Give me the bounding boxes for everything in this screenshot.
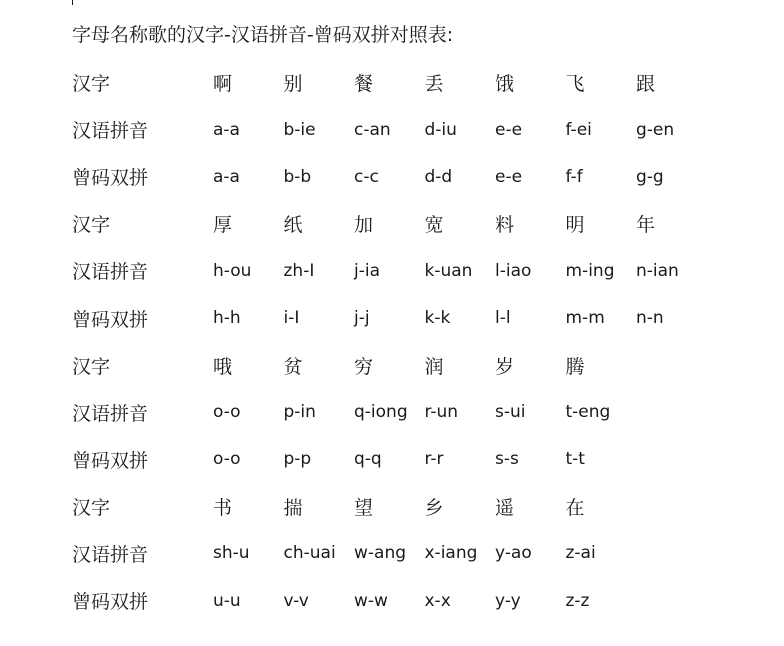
table-cell: z-z xyxy=(565,590,590,611)
table-row-hanzi xyxy=(72,483,707,530)
table-cell: k-k xyxy=(424,308,451,329)
table-cell: b-ie xyxy=(283,119,316,140)
table-cell: 润 xyxy=(424,355,444,378)
table-cell: r-un xyxy=(424,402,459,423)
table-row-shuangpin xyxy=(72,436,707,483)
row-label: 曾码双拼 xyxy=(72,449,149,472)
table-cell: j-j xyxy=(354,308,370,329)
table-cell: 跟 xyxy=(636,73,656,96)
table-cell: p-p xyxy=(283,449,312,470)
table-cell: 飞 xyxy=(565,73,585,96)
table-cell: 年 xyxy=(636,214,656,237)
table-cell: 明 xyxy=(565,214,585,237)
table-cell: g-en xyxy=(636,119,675,140)
table-cell: zh-I xyxy=(283,260,315,281)
table-cell: q-iong xyxy=(354,402,408,423)
table-cell: x-iang xyxy=(424,543,478,564)
table-cell: w-w xyxy=(354,590,388,611)
text-cursor xyxy=(72,0,73,5)
table-cell: 书 xyxy=(213,496,233,519)
table-cell: i-I xyxy=(283,308,300,329)
row-label: 汉语拼音 xyxy=(72,543,149,566)
table-cell: s-ui xyxy=(495,402,526,423)
table-cell: 厚 xyxy=(213,214,233,237)
table-cell: 望 xyxy=(354,496,374,519)
table-cell: h-ou xyxy=(213,260,252,281)
table-cell: o-o xyxy=(213,449,241,470)
row-label: 汉语拼音 xyxy=(72,261,149,284)
table-row-shuangpin xyxy=(72,153,707,200)
pinyin-comparison-table xyxy=(72,59,707,624)
row-label: 曾码双拼 xyxy=(72,308,149,331)
table-cell: g-g xyxy=(636,166,664,187)
table-cell: z-ai xyxy=(565,543,596,564)
table-cell: 丢 xyxy=(424,73,444,96)
table-cell: 别 xyxy=(283,73,303,96)
table-row-pinyin xyxy=(72,389,707,436)
table-cell: b-b xyxy=(283,166,312,187)
row-label: 汉字 xyxy=(72,214,111,237)
table-cell: n-ian xyxy=(636,260,679,281)
table-cell xyxy=(636,436,707,483)
document-title: 字母名称歌的汉字-汉语拼音-曾码双拼对照表: xyxy=(72,24,454,46)
table-cell xyxy=(636,389,707,436)
row-label: 曾码双拼 xyxy=(72,167,149,190)
table-cell: n-n xyxy=(636,308,664,329)
table-cell: e-e xyxy=(495,166,523,187)
table-cell: k-uan xyxy=(424,260,473,281)
table-cell: 餐 xyxy=(354,73,374,96)
row-label: 汉字 xyxy=(72,496,111,519)
table-cell xyxy=(636,530,707,577)
table-cell: 贫 xyxy=(283,355,303,378)
table-cell: q-q xyxy=(354,449,382,470)
table-cell: y-ao xyxy=(495,543,532,564)
table-cell: 穷 xyxy=(354,355,374,378)
table-row-hanzi xyxy=(72,200,707,247)
table-cell: a-a xyxy=(213,166,240,187)
table-cell: l-iao xyxy=(495,260,532,281)
table-cell: c-c xyxy=(354,166,379,187)
table-cell: m-ing xyxy=(565,260,615,281)
table-cell: w-ang xyxy=(354,543,407,564)
table-cell xyxy=(636,342,707,389)
table-cell: sh-u xyxy=(213,543,250,564)
row-label: 汉字 xyxy=(72,73,111,96)
table-cell: f-f xyxy=(565,166,583,187)
table-cell: h-h xyxy=(213,308,241,329)
table-cell: a-a xyxy=(213,119,240,140)
row-label: 汉语拼音 xyxy=(72,402,149,425)
table-cell: d-iu xyxy=(424,119,457,140)
table-cell: p-in xyxy=(283,402,316,423)
table-cell: 在 xyxy=(565,496,585,519)
table-cell: t-eng xyxy=(565,402,611,423)
table-row-hanzi xyxy=(72,59,707,106)
table-row-pinyin xyxy=(72,530,707,577)
table-cell: x-x xyxy=(424,590,451,611)
table-cell: f-ei xyxy=(565,119,592,140)
table-cell: 加 xyxy=(354,214,374,237)
table-body xyxy=(72,59,707,624)
table-cell: t-t xyxy=(565,449,585,470)
table-row-shuangpin xyxy=(72,577,707,624)
table-cell: 料 xyxy=(495,214,515,237)
table-cell xyxy=(636,577,707,624)
table-cell: u-u xyxy=(213,590,241,611)
table-cell: 啊 xyxy=(213,73,233,96)
table-row-shuangpin xyxy=(72,294,707,341)
table-cell: s-s xyxy=(495,449,519,470)
table-cell: d-d xyxy=(424,166,453,187)
row-label: 汉字 xyxy=(72,355,111,378)
table-cell: 腾 xyxy=(565,355,585,378)
row-label: 曾码双拼 xyxy=(72,591,149,614)
table-cell: c-an xyxy=(354,119,391,140)
row-label: 汉语拼音 xyxy=(72,120,149,143)
table-cell: 乡 xyxy=(424,496,444,519)
table-row-pinyin xyxy=(72,106,707,153)
table-cell: 纸 xyxy=(283,214,303,237)
table-cell: 遥 xyxy=(495,496,515,519)
table-cell: r-r xyxy=(424,449,444,470)
table-cell: m-m xyxy=(565,308,605,329)
table-cell: e-e xyxy=(495,119,523,140)
table-row-pinyin xyxy=(72,247,707,294)
table-row-hanzi xyxy=(72,342,707,389)
table-cell: o-o xyxy=(213,402,241,423)
table-cell: 哦 xyxy=(213,355,233,378)
table-cell: ch-uai xyxy=(283,543,336,564)
table-cell: 揣 xyxy=(283,496,303,519)
table-cell: 宽 xyxy=(424,214,444,237)
table-cell xyxy=(636,483,707,530)
table-cell: y-y xyxy=(495,590,521,611)
table-cell: v-v xyxy=(283,590,309,611)
table-cell: l-l xyxy=(495,308,511,329)
table-cell: 岁 xyxy=(495,355,515,378)
table-cell: 饿 xyxy=(495,73,515,96)
table-cell: j-ia xyxy=(354,260,380,281)
